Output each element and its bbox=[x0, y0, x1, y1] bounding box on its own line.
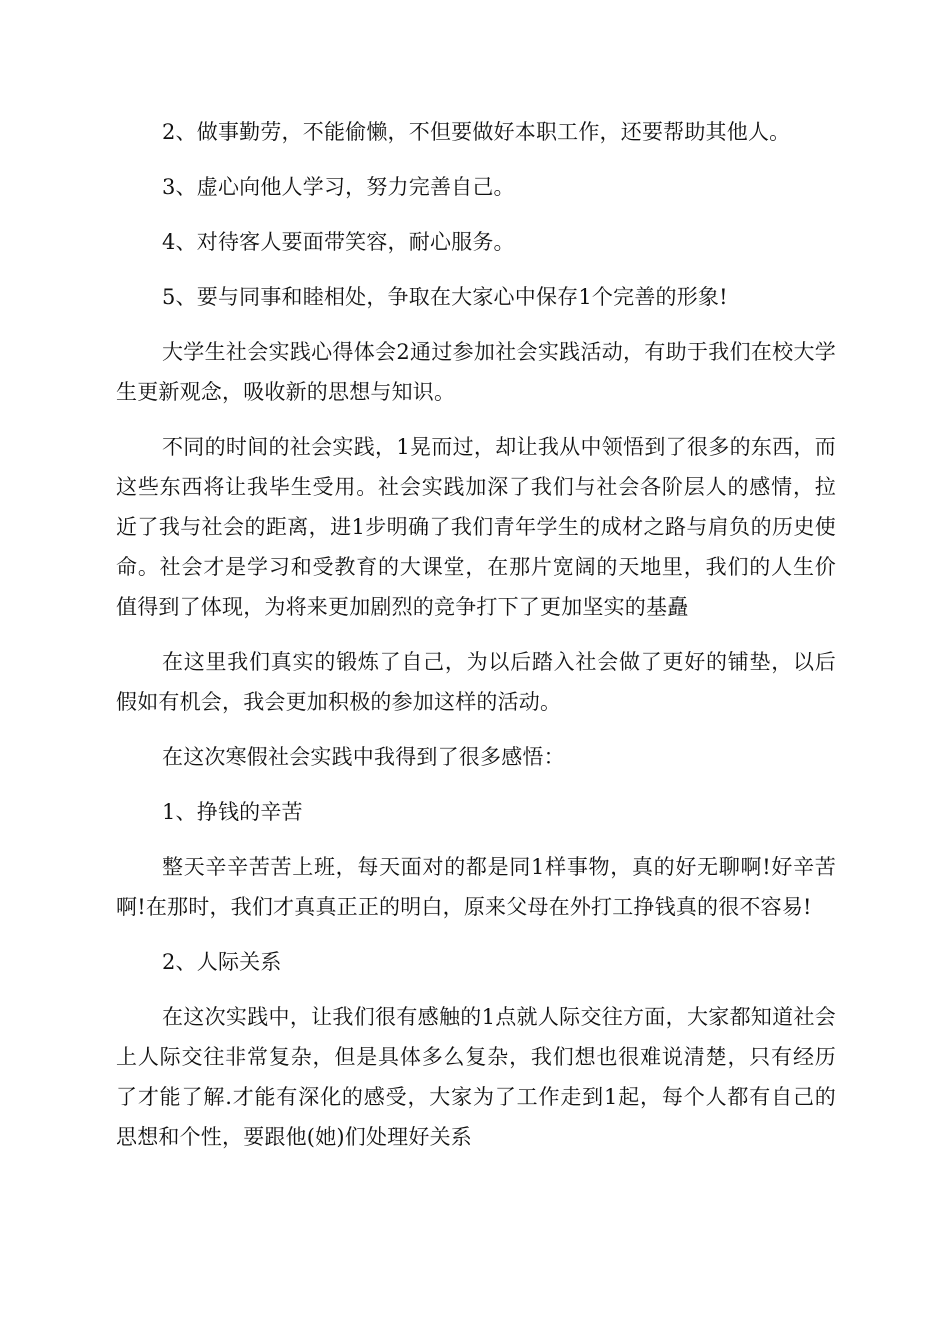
paragraph-earning-money: 整天辛辛苦苦上班，每天面对的都是同1样事物，真的好无聊啊!好辛苦啊!在那时，我们才真真正正的明白，原来父母在外打工挣钱真的很不容易! bbox=[116, 855, 836, 919]
paragraph-list-item-5: 5、要与同事和睦相处，争取在大家心中保存1个完善的形象! bbox=[162, 285, 728, 309]
paragraph-interpersonal: 在这次实践中，让我们很有感触的1点就人际交往方面，大家都知道社会上人际交往非常复杂，但是具体多么复杂，我们想也很难说清楚，只有经历了才能了解.才能有深化的感受，大家为了工作走到1起，每个人都有自己的思想和个性，要跟他(她)们处理好关系 bbox=[116, 1005, 836, 1149]
paragraph-social-practice: 不同的时间的社会实践，1晃而过，却让我从中领悟到了很多的东西，而这些东西将让我毕生受用。社会实践加深了我们与社会各阶层人的感情，拉近了我与社会的距离，进1步明确了我们青年学生的成材之路与肩负的历史使命。社会才是学习和受教育的大课堂，在那片宽阔的天地里，我们的人生价值得到了体现，为将来更加剧烈的竞争打下了更加坚实的基矗 bbox=[116, 435, 836, 619]
heading-earning-money: 1、挣钱的辛苦 bbox=[162, 800, 303, 824]
heading-interpersonal: 2、人际关系 bbox=[162, 950, 282, 974]
document-body bbox=[116, 112, 836, 1172]
paragraph-list-item-4: 4、对待客人要面带笑容，耐心服务。 bbox=[162, 230, 515, 254]
paragraph-self-training: 在这里我们真实的锻炼了自己，为以后踏入社会做了更好的铺垫，以后假如有机会，我会更加积极的参加这样的活动。 bbox=[116, 650, 836, 714]
paragraph-intro: 大学生社会实践心得体会2通过参加社会实践活动，有助于我们在校大学生更新观念，吸收新的思想与知识。 bbox=[116, 340, 836, 404]
paragraph-list-item-3: 3、虚心向他人学习，努力完善自己。 bbox=[162, 175, 515, 199]
paragraph-insights-lead: 在这次寒假社会实践中我得到了很多感悟： bbox=[162, 745, 565, 769]
paragraph-list-item-2: 2、做事勤劳，不能偷懒，不但要做好本职工作，还要帮助其他人。 bbox=[162, 120, 791, 144]
